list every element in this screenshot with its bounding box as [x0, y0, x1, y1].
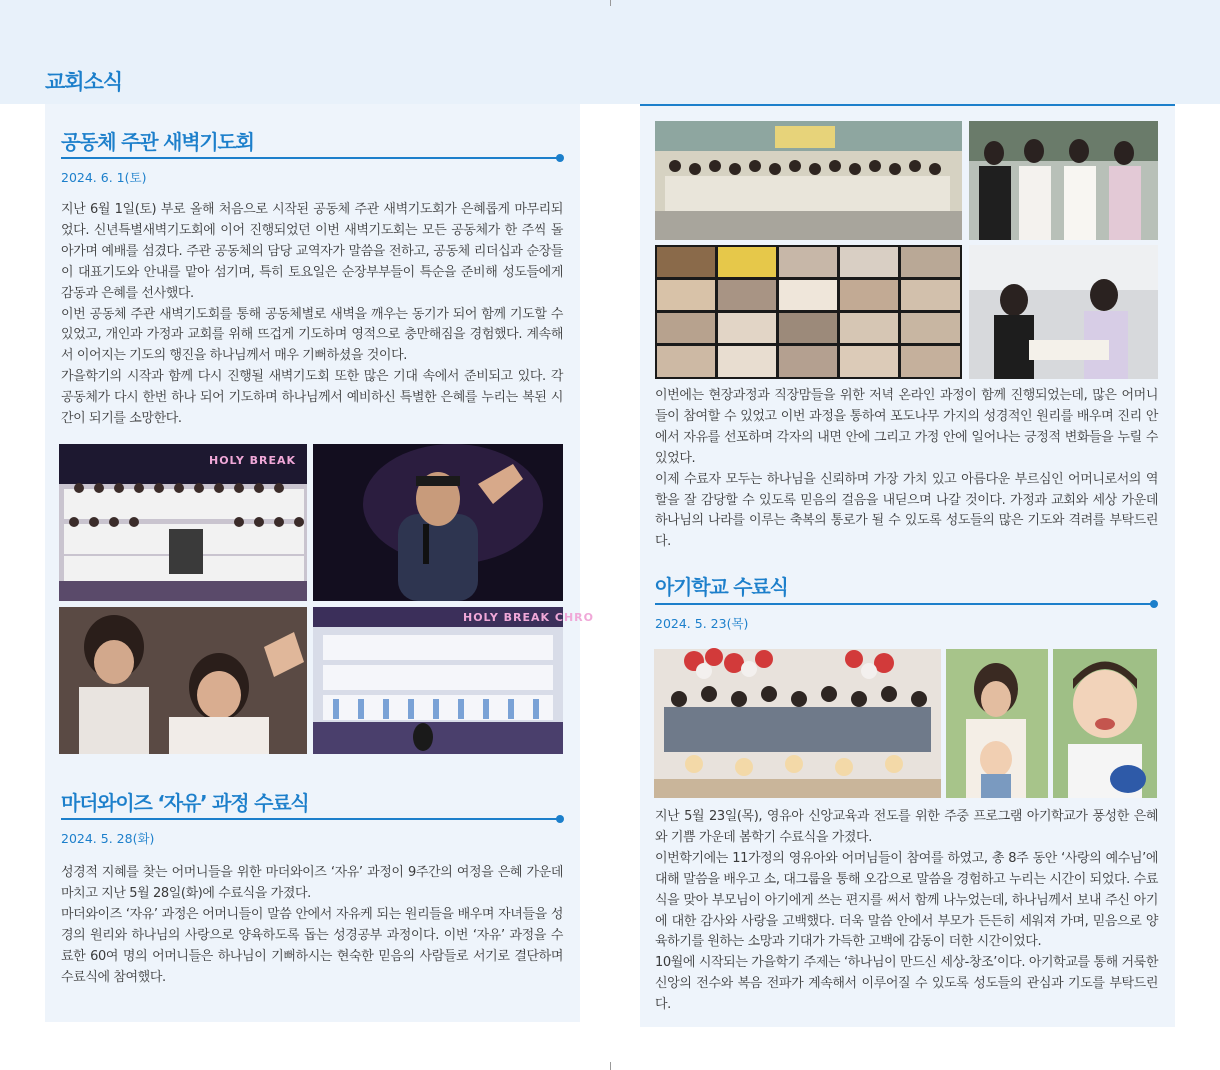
crop-mark-top	[610, 0, 611, 6]
paragraph: 가을학기의 시작과 함께 다시 진행될 새벽기도회 또한 많은 기대 속에서 준비되고 있다. 각 공동체가 다시 한번 하나 되어 기도하며 하나님께서 예비하신 특별한 은혜를 누리는 복된 시간이 되기를 소망한다.	[61, 369, 563, 427]
section-title: 교회소식	[45, 70, 123, 94]
paragraph: 이번학기에는 11가정의 영유아와 어머님들이 참여를 하였고, 총 8주 동안 ‘사랑의 예수님’에 대해 말씀을 배우고 소, 대그룹을 통해 오감으로 말씀을 경험하고 누리는 시간이 되었다. 수료식을 맞아 부모님이 아기에게 쓰는 편지를 써서 함께 나누었는데, 하나님께서 보내 주신 아기에 대한 감사와 사랑을 고백했다. 더욱 말씀 안에서 부모가 든든히 세워져 가며, 믿음으로 양육하기를 원하는 소망과 기대가 가득한 고백에 감동이 더한 시간이었다.	[655, 850, 1158, 950]
article-date: 2024. 5. 28(화)	[61, 831, 155, 846]
crop-mark-bottom	[610, 1062, 611, 1070]
paragraph: 10월에 시작되는 가을학기 주제는 ‘하나님이 만드신 세상-창조’이다. 아기학교를 통해 거룩한 신앙의 전수와 복음 전파가 계속해서 이루어질 수 있도록 성도들의 관심과 기도를 부탁드린다.	[655, 955, 1158, 1013]
title-rule	[655, 603, 1155, 605]
paragraph: 이번 공동체 주관 새벽기도회를 통해 공동체별로 새벽을 깨우는 동기가 되어 함께 기도할 수 있었고, 개인과 가정과 교회를 위해 뜨겁게 기도하며 영적으로 충만해짐을 경험했다. 계속해서 이어지는 기도의 행진을 하나님께서 매우 기뻐하셨을 것이다.	[61, 306, 563, 364]
header-band	[0, 0, 1220, 104]
photo-baby-school-group	[654, 649, 941, 798]
article-body	[61, 200, 563, 430]
title-rule	[61, 157, 561, 159]
article-body-continued	[655, 386, 1158, 553]
article-date: 2024. 6. 1(토)	[61, 170, 147, 185]
photo-worshippers	[59, 607, 307, 754]
article-date: 2024. 5. 23(목)	[655, 616, 749, 631]
photo-women-singing	[969, 121, 1158, 240]
photo-choir-stage	[59, 444, 307, 601]
paragraph: 성경적 지혜를 찾는 어머니들을 위한 마더와이즈 ‘자유’ 과정이 9주간의 여정을 은혜 가운데 마치고 지난 5월 28일(화)에 수료식을 가졌다.	[61, 865, 563, 901]
photo-online-meeting	[655, 245, 962, 379]
photo-mother-baby	[946, 649, 1048, 798]
paragraph: 마더와이즈 ‘자유’ 과정은 어머니들이 말씀 안에서 자유케 되는 원리들을 배우며 자녀들을 성경의 원리와 하나님의 사랑으로 양육하도록 돕는 성경공부 과정이다. 이번 ‘자유’ 과정을 수료한 60여 명의 어머니들은 하나님이 기뻐하시는 현숙한 믿음의 사람들로 서기로 결단하며 수료식에 참여했다.	[61, 906, 563, 985]
title-rule	[61, 818, 561, 820]
paragraph: 지난 5월 23일(목), 영유아 신앙교육과 전도를 위한 주중 프로그램 아기학교가 풍성한 은혜와 기쁨 가운데 봄학기 수료식을 가졌다.	[655, 809, 1158, 845]
stage-banner-text: HOLY BREAK	[209, 454, 297, 467]
paragraph: 지난 6월 1일(토) 부로 올해 처음으로 시작된 공동체 주관 새벽기도회가 은혜롭게 마무리되었다. 신년특별새벽기도회에 이어 진행되었던 이번 새벽기도회는 모든 공동체가 한 주씩 돌아가며 예배를 섬겼다. 주관 공동체의 담당 교역자가 말씀을 전하고, 공동체 리더십과 순장들이 대표기도와 안내를 맡아 섬기며, 특히 토요일은 순장부부들이 특순을 준비해 성도들에게 감동과 은혜를 선사했다.	[61, 202, 563, 301]
stage-banner-text: HOLY BREAK CHRO	[463, 611, 594, 624]
photo-choir-performance	[313, 607, 594, 754]
paragraph: 이번에는 현장과정과 직장맘들을 위한 저녁 온라인 과정이 함께 진행되었는데, 많은 어머니들이 참여할 수 있었고 이번 과정을 통하여 포도나무 가지의 성경적인 원리를 배우며 진리 안에서 자유를 선포하며 각자의 내면 안에 그리고 가정 안에 일어나는 긍정적 변화들을 누릴 수 있었다.	[655, 388, 1158, 466]
photo-class-session	[969, 245, 1158, 379]
paragraph: 이제 수료자 모두는 하나님을 신뢰하며 가장 가치 있고 아름다운 부르심인 어머니로서의 역할을 잘 감당할 수 있도록 믿음의 걸음을 내딛으며 나갈 것이다. 가정과 교회와 세상 가운데 하나님의 나라를 이루는 축복의 통로가 될 수 있도록 성도들의 많은 기도와 격려를 부탁드린다.	[655, 471, 1158, 550]
photo-preacher	[313, 444, 563, 601]
photo-graduation-group	[655, 121, 962, 240]
article-title-dawn-prayer: 공동체 주관 새벽기도회	[61, 130, 254, 154]
article-body	[61, 863, 563, 988]
article-title-baby-school: 아기학교 수료식	[655, 575, 788, 599]
article-body	[655, 807, 1158, 1016]
photo-smiling-child	[1053, 649, 1157, 798]
article-title-motherwise: 마더와이즈 ‘자유’ 과정 수료식	[61, 791, 309, 815]
